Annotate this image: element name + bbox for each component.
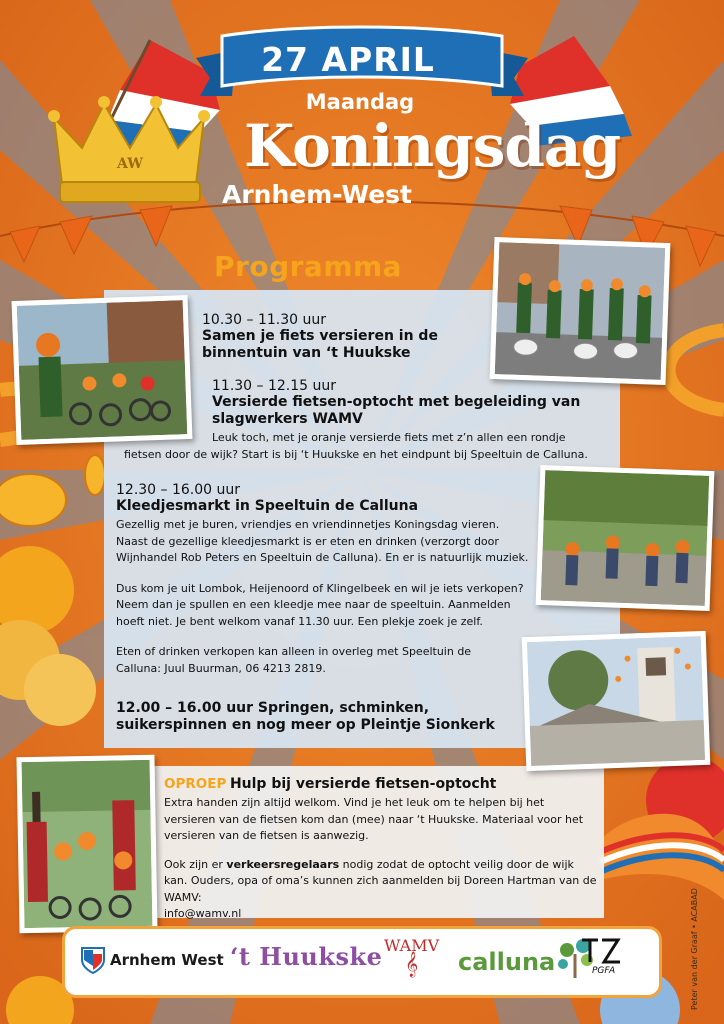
logo-huukske-text: ‘t Huukske xyxy=(230,942,383,971)
logo-arnhem-west-text: Arnhem West xyxy=(110,951,224,969)
photo-drummers xyxy=(490,237,671,385)
item-time: 11.30 – 12.15 uur xyxy=(212,378,337,394)
item-activity xyxy=(116,700,526,734)
program-item-2 xyxy=(124,378,604,463)
oproep-text-2-bold: verkeersregelaars xyxy=(226,857,340,871)
pgfa-emblem-icon xyxy=(578,936,624,966)
photo-flea-market xyxy=(536,465,715,611)
oproep-text-2-pre: Ook zijn er xyxy=(164,857,227,871)
oproep-text-2 xyxy=(164,857,598,907)
weekday-label: Maandag xyxy=(305,90,415,114)
item-time: 12.00 – 16.00 uur xyxy=(116,700,254,716)
oproep-label: OPROEP xyxy=(164,776,227,792)
item-time: 10.30 – 11.30 uur xyxy=(202,312,327,328)
item-activity-text: Springen, schminken, suikerspinnen en nog meer op Pleintje Sionkerk xyxy=(116,700,495,733)
program-item-1 xyxy=(202,312,462,362)
oproep-text-2-post: nodig zodat de optocht veilig door de wijk kan. Ouders, opa of oma’s kunnen zich aanmelden bij Doreen Hartman van de WAMV: xyxy=(164,857,597,904)
oproep-email[interactable]: info@wamv.nl xyxy=(164,907,242,920)
oproep-block xyxy=(164,776,598,923)
oproep-heading xyxy=(164,776,598,793)
item-activity: Versierde fietsen-optocht met begeleiding van slagwerkers WAMV xyxy=(212,394,581,427)
program-item-4 xyxy=(116,700,526,734)
item-activity: Samen je fiets versieren in de binnentuin van ‘t Huukske xyxy=(202,328,438,361)
photo-bike-decorating xyxy=(12,295,193,445)
treble-clef-icon: 𝄞 xyxy=(405,952,419,977)
logo-wamv-text: WAMV xyxy=(384,936,440,955)
location-label: Arnhem-West xyxy=(222,180,413,209)
photo-sionkerk xyxy=(522,631,711,771)
logo-calluna xyxy=(458,936,597,980)
program-heading: Programma xyxy=(214,250,403,283)
item-activity: Kleedjesmarkt in Speeltuin de Calluna xyxy=(116,498,419,514)
logo-arnhem-west xyxy=(80,946,224,974)
crown-initials: AW xyxy=(117,156,143,172)
photo-decorated-bikes xyxy=(16,755,157,933)
date-label: 27 APRIL xyxy=(261,40,435,79)
item-description-2: Dus kom je uit Lombok, Heijenoord of Klingelbeek en wil je iets verkopen? Neem dan je spullen en een kleedje mee naar de speeltuin. Aanmelden hoeft niet. Je bent welkom vanaf 11.30 uur. Een plekje zoek je zelf. xyxy=(116,581,524,628)
item-description: Gezellig met je buren, vriendjes en vriendinnetjes Koningsdag vieren. Naast de gezellige kleedjesmarkt is er eten en drinken (verzorgt door Wijnhandel Rob Peters en Speeltuin de Calluna). En er is natuurlijk muziek. xyxy=(116,518,529,564)
logo-calluna-text: calluna xyxy=(458,948,556,976)
logo-pgfa-text: PGFA xyxy=(592,966,616,976)
arnhem-west-shield-icon xyxy=(80,946,106,974)
logo-wamv xyxy=(384,936,439,975)
item-time: 12.30 – 16.00 uur xyxy=(116,482,241,498)
item-description: Leuk toch, met je oranje versierde fiets met z’n allen een rondje fietsen door de wijk? Start is bij ‘t Huukske en het eindpunt bij Speeltuin de Calluna. xyxy=(124,431,588,461)
oproep-title: Hulp bij versierde fietsen-optocht xyxy=(229,776,497,792)
oproep-text-1: Extra handen zijn altijd welkom. Vind je het leuk om te helpen bij het versieren van de fietsen kom dan (mee) naar ‘t Huukske. Materiaal voor het versieren van de fietsen is aanwezig. xyxy=(164,796,584,842)
event-title: Koningsdag xyxy=(243,112,621,180)
logo-huukske xyxy=(230,942,382,971)
program-item-3 xyxy=(116,482,530,677)
logo-pgfa xyxy=(578,936,624,976)
item-description-3: Eten of drinken verkopen kan alleen in overleg met Speeltuin de Calluna: Juul Buurman, 06 4213 2819. xyxy=(116,645,472,675)
photo-credit: Peter van der Graaf • ACABAD xyxy=(690,888,699,1010)
